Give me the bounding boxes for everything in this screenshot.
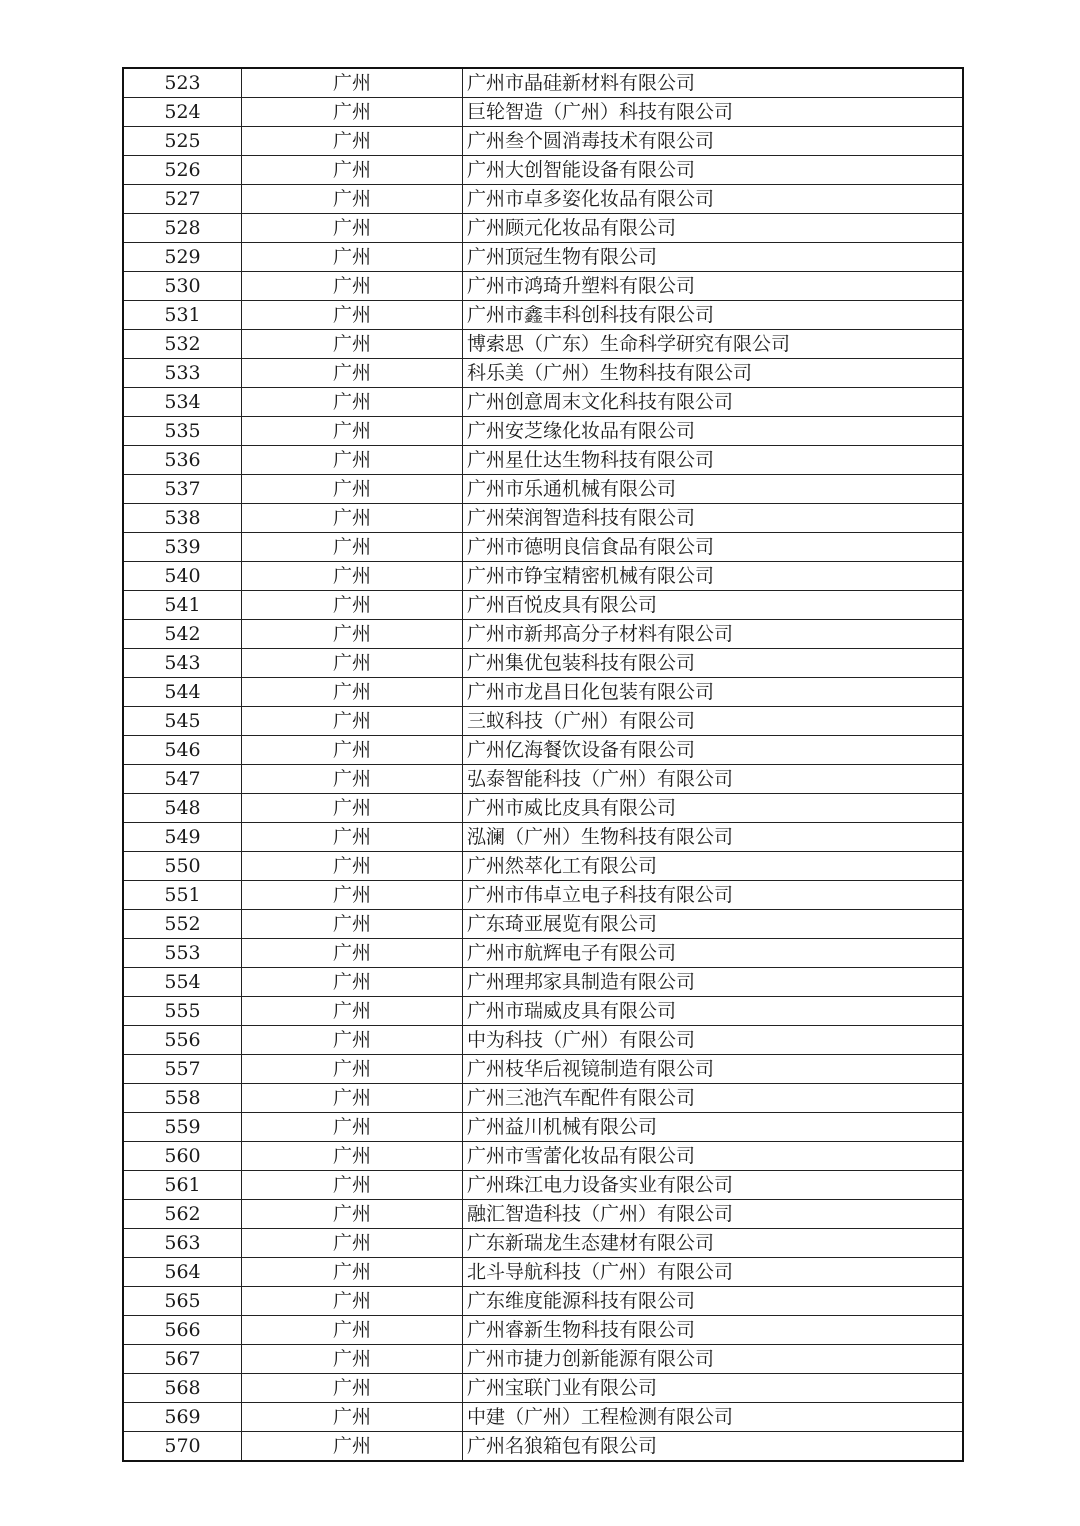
table-row <box>123 127 963 156</box>
row-number-cell: 562 <box>123 1200 242 1229</box>
company-name-cell: 广州星仕达生物科技有限公司 <box>463 446 964 475</box>
table-row <box>123 272 963 301</box>
row-number-cell: 531 <box>123 301 242 330</box>
row-number-cell: 565 <box>123 1287 242 1316</box>
row-number-cell: 532 <box>123 330 242 359</box>
table-row <box>123 1171 963 1200</box>
row-number-cell: 556 <box>123 1026 242 1055</box>
table-row <box>123 1258 963 1287</box>
row-number-cell: 566 <box>123 1316 242 1345</box>
company-name-cell: 广州百悦皮具有限公司 <box>463 591 964 620</box>
row-number-cell: 551 <box>123 881 242 910</box>
company-name-cell: 广州市捷力创新能源有限公司 <box>463 1345 964 1374</box>
company-name-cell: 弘泰智能科技（广州）有限公司 <box>463 765 964 794</box>
row-number-cell: 569 <box>123 1403 242 1432</box>
table-row <box>123 301 963 330</box>
row-number-cell: 570 <box>123 1432 242 1462</box>
company-name-cell: 广州市鸿琦升塑料有限公司 <box>463 272 964 301</box>
city-cell: 广州 <box>242 591 463 620</box>
company-name-cell: 广州名狼箱包有限公司 <box>463 1432 964 1462</box>
company-name-cell: 广州安芝缘化妆品有限公司 <box>463 417 964 446</box>
table-body <box>123 68 963 1461</box>
city-cell: 广州 <box>242 1084 463 1113</box>
company-name-cell: 巨轮智造（广州）科技有限公司 <box>463 98 964 127</box>
city-cell: 广州 <box>242 127 463 156</box>
table-row <box>123 243 963 272</box>
company-name-cell: 广东琦亚展览有限公司 <box>463 910 964 939</box>
table-row <box>123 1432 963 1462</box>
row-number-cell: 549 <box>123 823 242 852</box>
row-number-cell: 544 <box>123 678 242 707</box>
company-name-cell: 广州荣润智造科技有限公司 <box>463 504 964 533</box>
table-row <box>123 765 963 794</box>
city-cell: 广州 <box>242 1432 463 1462</box>
company-name-cell: 广州市铮宝精密机械有限公司 <box>463 562 964 591</box>
city-cell: 广州 <box>242 533 463 562</box>
city-cell: 广州 <box>242 968 463 997</box>
company-name-cell: 广州市德明良信食品有限公司 <box>463 533 964 562</box>
city-cell: 广州 <box>242 301 463 330</box>
city-cell: 广州 <box>242 997 463 1026</box>
city-cell: 广州 <box>242 1287 463 1316</box>
table-row <box>123 1316 963 1345</box>
city-cell: 广州 <box>242 823 463 852</box>
company-name-cell: 广东维度能源科技有限公司 <box>463 1287 964 1316</box>
city-cell: 广州 <box>242 649 463 678</box>
city-cell: 广州 <box>242 359 463 388</box>
row-number-cell: 545 <box>123 707 242 736</box>
row-number-cell: 553 <box>123 939 242 968</box>
company-name-cell: 广州创意周末文化科技有限公司 <box>463 388 964 417</box>
row-number-cell: 541 <box>123 591 242 620</box>
company-name-cell: 融汇智造科技（广州）有限公司 <box>463 1200 964 1229</box>
company-name-cell: 广州宝联门业有限公司 <box>463 1374 964 1403</box>
table-row <box>123 1084 963 1113</box>
company-name-cell: 广州叁个圆消毒技术有限公司 <box>463 127 964 156</box>
table-row <box>123 881 963 910</box>
row-number-cell: 535 <box>123 417 242 446</box>
city-cell: 广州 <box>242 330 463 359</box>
row-number-cell: 548 <box>123 794 242 823</box>
row-number-cell: 533 <box>123 359 242 388</box>
table-row <box>123 1287 963 1316</box>
company-name-cell: 广州大创智能设备有限公司 <box>463 156 964 185</box>
row-number-cell: 536 <box>123 446 242 475</box>
row-number-cell: 540 <box>123 562 242 591</box>
table-row <box>123 939 963 968</box>
table-row <box>123 591 963 620</box>
table-row <box>123 1026 963 1055</box>
row-number-cell: 529 <box>123 243 242 272</box>
company-name-cell: 广州市威比皮具有限公司 <box>463 794 964 823</box>
city-cell: 广州 <box>242 446 463 475</box>
company-name-cell: 广东新瑞龙生态建材有限公司 <box>463 1229 964 1258</box>
company-name-cell: 广州益川机械有限公司 <box>463 1113 964 1142</box>
table-row <box>123 417 963 446</box>
table-row <box>123 852 963 881</box>
city-cell: 广州 <box>242 1026 463 1055</box>
company-name-cell: 广州然萃化工有限公司 <box>463 852 964 881</box>
table-row <box>123 98 963 127</box>
city-cell: 广州 <box>242 156 463 185</box>
table-row <box>123 446 963 475</box>
city-cell: 广州 <box>242 185 463 214</box>
table-row <box>123 330 963 359</box>
company-name-cell: 广州市鑫丰科创科技有限公司 <box>463 301 964 330</box>
row-number-cell: 527 <box>123 185 242 214</box>
city-cell: 广州 <box>242 214 463 243</box>
row-number-cell: 524 <box>123 98 242 127</box>
company-name-cell: 广州集优包装科技有限公司 <box>463 649 964 678</box>
row-number-cell: 547 <box>123 765 242 794</box>
table-row <box>123 1200 963 1229</box>
city-cell: 广州 <box>242 504 463 533</box>
city-cell: 广州 <box>242 243 463 272</box>
city-cell: 广州 <box>242 1055 463 1084</box>
city-cell: 广州 <box>242 620 463 649</box>
city-cell: 广州 <box>242 1113 463 1142</box>
table-row <box>123 504 963 533</box>
city-cell: 广州 <box>242 939 463 968</box>
company-name-cell: 广州市新邦高分子材料有限公司 <box>463 620 964 649</box>
table-row <box>123 1403 963 1432</box>
table-row <box>123 794 963 823</box>
row-number-cell: 567 <box>123 1345 242 1374</box>
city-cell: 广州 <box>242 678 463 707</box>
city-cell: 广州 <box>242 68 463 98</box>
table-row <box>123 1374 963 1403</box>
company-name-cell: 三蚁科技（广州）有限公司 <box>463 707 964 736</box>
company-name-cell: 泓澜（广州）生物科技有限公司 <box>463 823 964 852</box>
company-name-cell: 广州市晶硅新材料有限公司 <box>463 68 964 98</box>
city-cell: 广州 <box>242 1142 463 1171</box>
company-name-cell: 广州睿新生物科技有限公司 <box>463 1316 964 1345</box>
city-cell: 广州 <box>242 910 463 939</box>
table-row <box>123 649 963 678</box>
row-number-cell: 568 <box>123 1374 242 1403</box>
company-name-cell: 广州枝华后视镜制造有限公司 <box>463 1055 964 1084</box>
city-cell: 广州 <box>242 765 463 794</box>
table-row <box>123 475 963 504</box>
table-row <box>123 910 963 939</box>
company-name-cell: 广州市乐通机械有限公司 <box>463 475 964 504</box>
row-number-cell: 560 <box>123 1142 242 1171</box>
city-cell: 广州 <box>242 98 463 127</box>
city-cell: 广州 <box>242 1258 463 1287</box>
table-row <box>123 1229 963 1258</box>
company-name-cell: 中为科技（广州）有限公司 <box>463 1026 964 1055</box>
city-cell: 广州 <box>242 707 463 736</box>
table-row <box>123 214 963 243</box>
city-cell: 广州 <box>242 794 463 823</box>
company-name-cell: 中建（广州）工程检测有限公司 <box>463 1403 964 1432</box>
table-row <box>123 1113 963 1142</box>
table-row <box>123 1345 963 1374</box>
table-row <box>123 185 963 214</box>
table-row <box>123 1142 963 1171</box>
row-number-cell: 552 <box>123 910 242 939</box>
row-number-cell: 530 <box>123 272 242 301</box>
row-number-cell: 555 <box>123 997 242 1026</box>
company-name-cell: 广州三池汽车配件有限公司 <box>463 1084 964 1113</box>
company-name-cell: 广州市龙昌日化包装有限公司 <box>463 678 964 707</box>
city-cell: 广州 <box>242 475 463 504</box>
company-name-cell: 北斗导航科技（广州）有限公司 <box>463 1258 964 1287</box>
row-number-cell: 557 <box>123 1055 242 1084</box>
city-cell: 广州 <box>242 1403 463 1432</box>
city-cell: 广州 <box>242 736 463 765</box>
row-number-cell: 558 <box>123 1084 242 1113</box>
row-number-cell: 526 <box>123 156 242 185</box>
company-name-cell: 科乐美（广州）生物科技有限公司 <box>463 359 964 388</box>
company-name-cell: 广州市瑞威皮具有限公司 <box>463 997 964 1026</box>
city-cell: 广州 <box>242 1200 463 1229</box>
row-number-cell: 559 <box>123 1113 242 1142</box>
table-row <box>123 359 963 388</box>
city-cell: 广州 <box>242 388 463 417</box>
row-number-cell: 523 <box>123 68 242 98</box>
row-number-cell: 542 <box>123 620 242 649</box>
table-row <box>123 678 963 707</box>
city-cell: 广州 <box>242 1316 463 1345</box>
row-number-cell: 534 <box>123 388 242 417</box>
row-number-cell: 539 <box>123 533 242 562</box>
city-cell: 广州 <box>242 562 463 591</box>
city-cell: 广州 <box>242 1345 463 1374</box>
table-row <box>123 968 963 997</box>
city-cell: 广州 <box>242 852 463 881</box>
row-number-cell: 563 <box>123 1229 242 1258</box>
row-number-cell: 561 <box>123 1171 242 1200</box>
company-name-cell: 广州市航辉电子有限公司 <box>463 939 964 968</box>
row-number-cell: 550 <box>123 852 242 881</box>
company-name-cell: 博索思（广东）生命科学研究有限公司 <box>463 330 964 359</box>
row-number-cell: 538 <box>123 504 242 533</box>
row-number-cell: 554 <box>123 968 242 997</box>
table-row <box>123 533 963 562</box>
row-number-cell: 537 <box>123 475 242 504</box>
row-number-cell: 528 <box>123 214 242 243</box>
table-row <box>123 156 963 185</box>
city-cell: 广州 <box>242 1229 463 1258</box>
company-name-cell: 广州顾元化妆品有限公司 <box>463 214 964 243</box>
company-name-cell: 广州市卓多姿化妆品有限公司 <box>463 185 964 214</box>
city-cell: 广州 <box>242 1171 463 1200</box>
company-list-table <box>122 67 964 1462</box>
table-row <box>123 68 963 98</box>
table-row <box>123 388 963 417</box>
table-row <box>123 736 963 765</box>
company-name-cell: 广州顶冠生物有限公司 <box>463 243 964 272</box>
company-name-cell: 广州理邦家具制造有限公司 <box>463 968 964 997</box>
row-number-cell: 564 <box>123 1258 242 1287</box>
table-row <box>123 707 963 736</box>
city-cell: 广州 <box>242 881 463 910</box>
company-name-cell: 广州亿海餐饮设备有限公司 <box>463 736 964 765</box>
row-number-cell: 546 <box>123 736 242 765</box>
row-number-cell: 525 <box>123 127 242 156</box>
company-name-cell: 广州市雪蕾化妆品有限公司 <box>463 1142 964 1171</box>
city-cell: 广州 <box>242 417 463 446</box>
city-cell: 广州 <box>242 272 463 301</box>
row-number-cell: 543 <box>123 649 242 678</box>
table-row <box>123 997 963 1026</box>
company-name-cell: 广州市伟卓立电子科技有限公司 <box>463 881 964 910</box>
table-row <box>123 620 963 649</box>
table-row <box>123 562 963 591</box>
city-cell: 广州 <box>242 1374 463 1403</box>
company-name-cell: 广州珠江电力设备实业有限公司 <box>463 1171 964 1200</box>
table-row <box>123 823 963 852</box>
table-row <box>123 1055 963 1084</box>
